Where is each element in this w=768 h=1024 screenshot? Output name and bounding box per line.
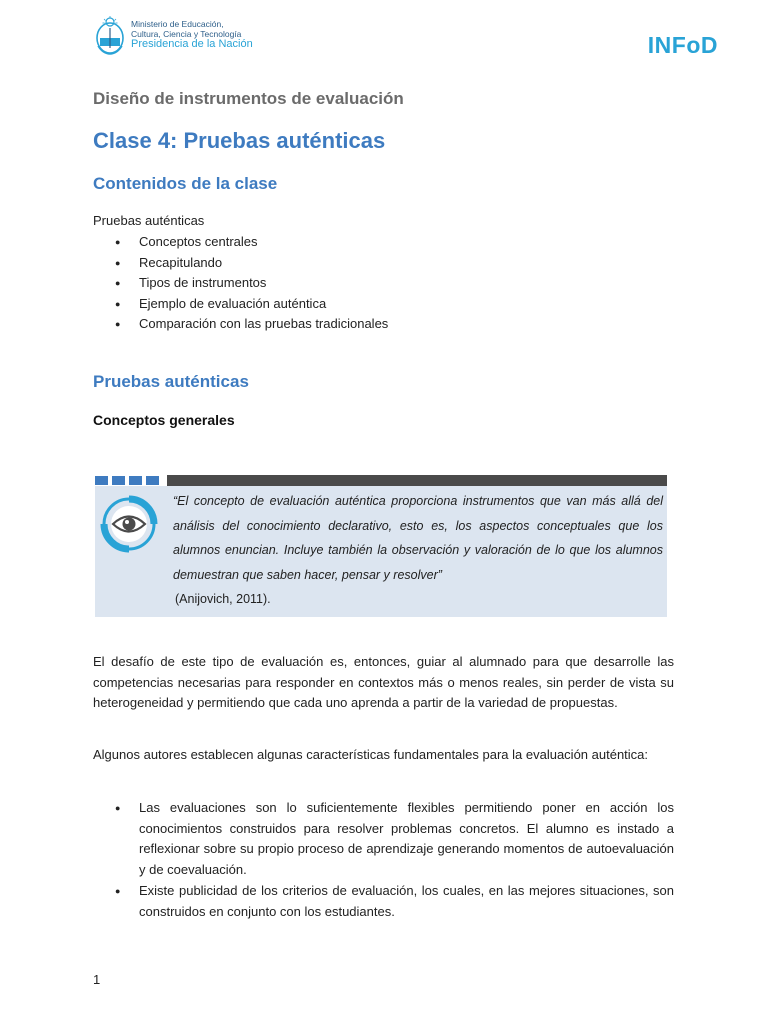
list-item: ● Ejemplo de evaluación auténtica — [93, 294, 388, 315]
paragraph: Algunos autores establecen algunas características fundamentales para la evaluación auténtica: — [93, 747, 649, 762]
decorative-square — [95, 476, 108, 485]
quote-box — [95, 475, 667, 617]
ministry-line-1: Ministerio de Educación, — [131, 19, 224, 29]
list-item: ● Tipos de instrumentos — [93, 273, 388, 294]
page-number: 1 — [93, 972, 101, 987]
quote-paragraph: “El concepto de evaluación auténtica proporciona instrumentos que van más allá del análisis del conocimiento declarativo, esto es, los aspectos conceptuales que los alumnos enuncian. Incluye también la observación y valoración de lo que los alumnos demuestran que saben hacer, pensar y resolver” — [173, 494, 663, 582]
list-item: ● Existe publicidad de los criterios de evaluación, los cuales, en las mejores situaciones, son construidos en conjunto con los estudiantes. — [93, 881, 674, 922]
ministry-logo-text — [131, 20, 253, 50]
list-item: ● Las evaluaciones son lo suficientemente flexibles permitiendo poner en acción los conocimientos construidos para resolver problemas concretos. El alumno es instado a reflexionar sobre su propio proceso de aprendizaje generando momentos de autoevaluación y de coevaluación. — [93, 798, 674, 880]
quote-text — [173, 489, 663, 587]
contents-list — [93, 232, 388, 335]
contents-heading: Contenidos de la clase — [93, 174, 278, 193]
list-item: ● Comparación con las pruebas tradicionales — [93, 314, 388, 335]
features-list — [93, 798, 674, 923]
contents-intro: Pruebas auténticas — [93, 213, 205, 228]
list-item: ● Conceptos centrales — [93, 232, 388, 253]
quote-top-bar — [167, 475, 667, 486]
decorative-square — [112, 476, 125, 485]
section-heading: Pruebas auténticas — [93, 372, 249, 391]
quote-citation: (Anijovich, 2011). — [175, 592, 271, 606]
eye-icon — [100, 495, 158, 553]
ministry-line-2: Cultura, Ciencia y Tecnología — [131, 28, 242, 39]
page-header — [0, 0, 768, 80]
infod-logo: INFoD — [647, 32, 718, 58]
document-subtitle: Diseño de instrumentos de evaluación — [93, 89, 404, 108]
document-title: Clase 4: Pruebas auténticas — [93, 128, 386, 153]
decorative-square — [129, 476, 142, 485]
decorative-square — [146, 476, 159, 485]
national-seal-icon — [93, 16, 127, 56]
subsection-heading: Conceptos generales — [93, 412, 235, 428]
ministry-line-3: Presidencia de la Nación — [131, 38, 253, 50]
list-item: ● Recapitulando — [93, 253, 388, 274]
paragraph: El desafío de este tipo de evaluación es, entonces, guiar al alumnado para que desarrolle las competencias necesarias para responder en contextos más o menos reales, sin perder de vista su heterogeneidad y permitiendo que cada uno aprenda a partir de la variedad de propuestas. — [93, 654, 674, 711]
